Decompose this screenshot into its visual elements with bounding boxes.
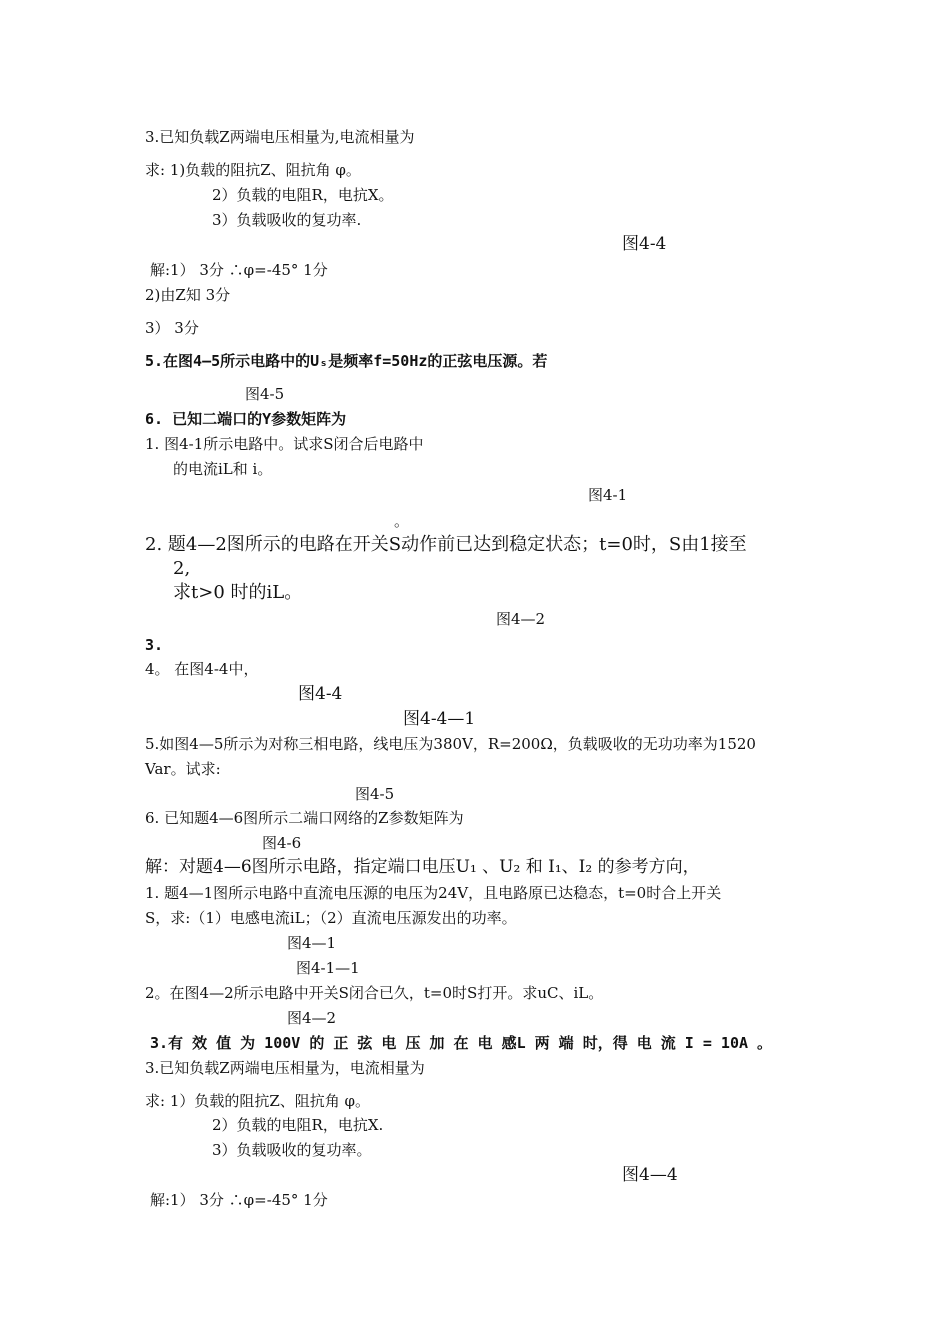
problem-3-heading: 3.有 效 值 为 100V 的 正 弦 电 压 加 在 电 感L 两 端 时，得 电 流 I = 10A 。 xyxy=(150,1034,773,1052)
solution-line: 3） 3分 xyxy=(145,319,199,337)
problem-4-statement: 4。 在图4-4中， xyxy=(145,660,259,678)
problem-1-statement-cont: 的电流iL和 i。 xyxy=(173,460,273,478)
problem-3-heading: 3. xyxy=(145,636,164,654)
problem-2-statement: 2. 题4—2图所示的电路在开关S动作前已达到稳定状态；t=0时，S由1接至 xyxy=(145,534,747,555)
problem-2-request: 求t>0 时的iL。 xyxy=(173,582,303,603)
figure-caption: 图4-4—1 xyxy=(403,709,476,729)
figure-caption: 图4-5 xyxy=(245,385,285,403)
solution-line: 解:1） 3分 ∴φ=-45° 1分 xyxy=(150,261,328,279)
problem-2-statement-cont: 2, xyxy=(173,558,191,579)
problem-3-request-3: 3）负载吸收的复功率。 xyxy=(212,1141,372,1159)
figure-caption: 图4-5 xyxy=(355,785,395,803)
figure-caption: 图4-1—1 xyxy=(296,959,360,977)
problem-3-request-2: 2）负载的电阻R，电抗X. xyxy=(212,1116,384,1134)
figure-caption: 图4—2 xyxy=(496,610,546,628)
problem-3-request-2: 2）负载的电阻R，电抗X。 xyxy=(212,186,394,204)
problem-1-text: 1. 题4—1图所示电路中直流电压源的电压为24V，且电路原已达稳态，t=0时合上开关 xyxy=(145,884,722,902)
problem-1-statement: 1. 图4-1所示电路中。试求S闭合后电路中 xyxy=(145,435,424,453)
figure-caption: 图4-4 xyxy=(298,684,343,704)
problem-6-statement: 6. 已知二端口的Y参数矩阵为 xyxy=(145,410,347,428)
figure-caption: 图4—2 xyxy=(287,1009,337,1027)
problem-3-request-3: 3）负载吸收的复功率. xyxy=(212,211,362,229)
problem-6-text: 6. 已知题4—6图所示二端口网络的Z参数矩阵为 xyxy=(145,809,464,827)
solution-line: 解:1） 3分 ∴φ=-45° 1分 xyxy=(150,1191,328,1209)
problem-2-text: 2。在图4—2所示电路中开关S闭合已久，t=0时S打开。求uC、iL。 xyxy=(145,984,604,1002)
problem-1-text-cont: S，求:（1）电感电流iL；（2）直流电压源发出的功率。 xyxy=(145,909,517,927)
problem-5-text: 5.如图4—5所示为对称三相电路，线电压为380V，R=200Ω，负载吸收的无功功率为1520 xyxy=(145,735,756,753)
figure-caption: 图4—1 xyxy=(287,934,337,952)
problem-5-text-cont: Var。试求: xyxy=(145,760,221,778)
figure-caption: 图4-6 xyxy=(262,834,302,852)
problem-3-statement: 3.已知负载Z两端电压相量为，电流相量为 xyxy=(145,1059,425,1077)
solution-line: 解：对题4—6图所示电路，指定端口电压U₁ 、U₂ 和 I₁、I₂ 的参考方向， xyxy=(145,857,700,877)
problem-3-request-1: 求: 1）负载的阻抗Z、阻抗角 φ。 xyxy=(145,1092,371,1110)
figure-caption: 图4-1 xyxy=(588,486,628,504)
problem-5-statement: 5.在图4—5所示电路中的Uₛ是频率f=50Hz的正弦电压源。若 xyxy=(145,352,548,370)
stray-mark: 。 xyxy=(394,512,410,530)
figure-caption: 图4-4 xyxy=(622,234,667,254)
figure-caption: 图4—4 xyxy=(622,1165,678,1185)
problem-3-request-1: 求: 1)负载的阻抗Z、阻抗角 φ。 xyxy=(145,161,361,179)
solution-line: 2)由Z知 3分 xyxy=(145,286,231,304)
problem-3-statement: 3.已知负载Z两端电压相量为,电流相量为 xyxy=(145,128,415,146)
